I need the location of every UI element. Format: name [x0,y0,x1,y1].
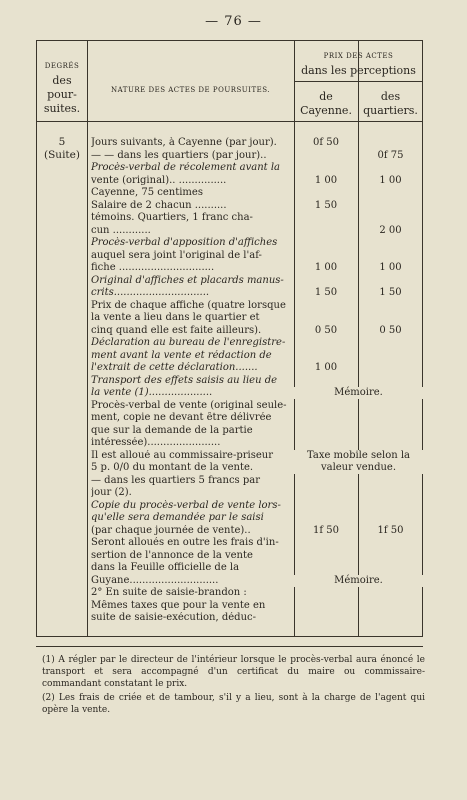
act-line: cinq quand elle est faite ailleurs). [91,324,262,336]
act-line: crits.............................. [91,287,210,298]
act-line: cun ............ [91,224,151,236]
act-line: l'extrait de cette déclaration....... [91,362,258,373]
act-line: Prix de chaque affiche (quatre lorsque [91,299,286,311]
degree-number: 5 [58,136,66,148]
tariff-table [36,40,423,637]
act-line: Procès-verbal de vente (original seule- [91,399,287,411]
price-quartiers: 1 50 [379,287,402,298]
prix-header-2: dans les perceptions [301,64,416,77]
act-line: Déclaration au bureau de l'enregistre- [91,337,286,348]
price-cayenne: 0 50 [314,324,338,336]
degree-header-3: pour- [47,88,77,101]
act-line: Procès-verbal d'apposition d'affiches [91,237,278,248]
act-line: fiche .............................. [91,262,215,273]
quartiers-header-1: des [380,90,401,103]
act-line: Copie du procès-verbal de vente lors- [91,499,281,511]
price-cayenne: 1 00 [314,174,338,186]
column-divider [358,41,359,636]
act-line: auquel sera joint l'original de l'af- [91,249,262,261]
act-line: Il est alloué au commissaire-priseur [91,449,274,461]
footnote-rule [36,646,423,647]
act-line: Procès-verbal de récolement avant la [91,162,280,173]
header-rule [37,121,423,122]
act-line: (par chaque journée de vente).. [91,524,251,536]
act-line: la vente (1).................... [91,387,213,398]
quartiers-header-2: quartiers. [363,104,418,117]
act-line: suite de saisie-exécution, déduc- [91,612,256,623]
price-cayenne: 1 50 [314,287,338,298]
prix-header-1: PRIX DES ACTES [323,52,394,60]
cayenne-header-1: de [319,90,333,103]
footnote-1: (1) A régler par le directeur de l'intérieur lorsque le procès-verbal aura énoncé le transport et sera accompagné d'un certificat du maire ou commissaire-commandant constatant le prix. [42,655,425,689]
act-line: Seront alloués en outre les frais d'in- [91,537,279,548]
page-number: — 76 — [205,14,262,29]
act-line: — dans les quartiers 5 francs par [91,474,261,486]
price-quartiers: 1 00 [379,174,402,186]
act-line: qu'elle sera demandée par le saisi [91,512,264,523]
price-cayenne: 1 50 [314,199,338,211]
act-line: dans la Feuille officielle de la [91,562,240,573]
act-line: sertion de l'annonce de la vente [91,549,253,561]
act-line: témoins. Quartiers, 1 franc cha- [91,212,253,223]
act-line: ment, copie ne devant être délivrée [91,412,272,423]
price-quartiers: 0 50 [379,324,402,336]
act-line: que sur la demande de la partie [91,424,253,436]
act-line: jour (2). [91,487,132,498]
degree-header-1: DEGRÉS [44,62,80,70]
act-line: 5 p. 0/0 du montant de la vente. [91,462,254,473]
act-line: Mêmes taxes que pour la vente en [91,599,266,611]
act-line: intéressée)....................... [91,437,221,448]
price-span: Mémoire. [294,575,423,587]
act-line: Jours suivants, à Cayenne (par jour). [91,137,277,148]
price-quartiers: 1 00 [379,262,402,273]
act-line: — — dans les quartiers (par jour).. [91,149,267,161]
act-line: Salaire de 2 chacun .......... [91,199,227,211]
nature-header: NATURE DES ACTES DE POURSUITES. [111,86,270,94]
price-quartiers: 0f 75 [377,149,404,161]
degree-suite: (Suite) [44,149,80,161]
act-line: vente (original).. ............... [91,174,227,186]
footnote-2: (2) Les frais de criée et de tambour, s'il y a lieu, sont à la charge de l'agent qui opère la vente. [42,693,425,715]
price-cayenne: 1 00 [314,362,338,373]
act-line: Transport des effets saisis au lieu de [91,374,278,386]
price-quartiers: 1f 50 [377,524,404,536]
act-line: la vente a lieu dans le quartier et [91,312,260,323]
act-line: Guyane............................ [91,574,219,586]
price-quartiers: 2 00 [379,224,402,236]
price-span: valeur vendue. [294,462,423,474]
price-span: Mémoire. [294,387,423,399]
price-cayenne: 0f 50 [313,137,339,148]
act-line: 2° En suite de saisie-brandon : [91,587,247,598]
degree-header-2: des [52,74,72,87]
cayenne-header-2: Cayenne. [300,104,352,117]
act-line: ment avant la vente et rédaction de [91,349,272,361]
header-subrule [294,81,423,82]
price-cayenne: 1f 50 [313,524,339,536]
act-line: Original d'affiches et placards manus- [91,274,284,286]
price-cayenne: 1 00 [314,262,338,273]
degree-header-4: suites. [43,102,81,115]
column-divider [87,41,88,636]
price-span: Taxe mobile selon la [294,450,423,462]
act-line: Cayenne, 75 centimes [91,187,203,198]
